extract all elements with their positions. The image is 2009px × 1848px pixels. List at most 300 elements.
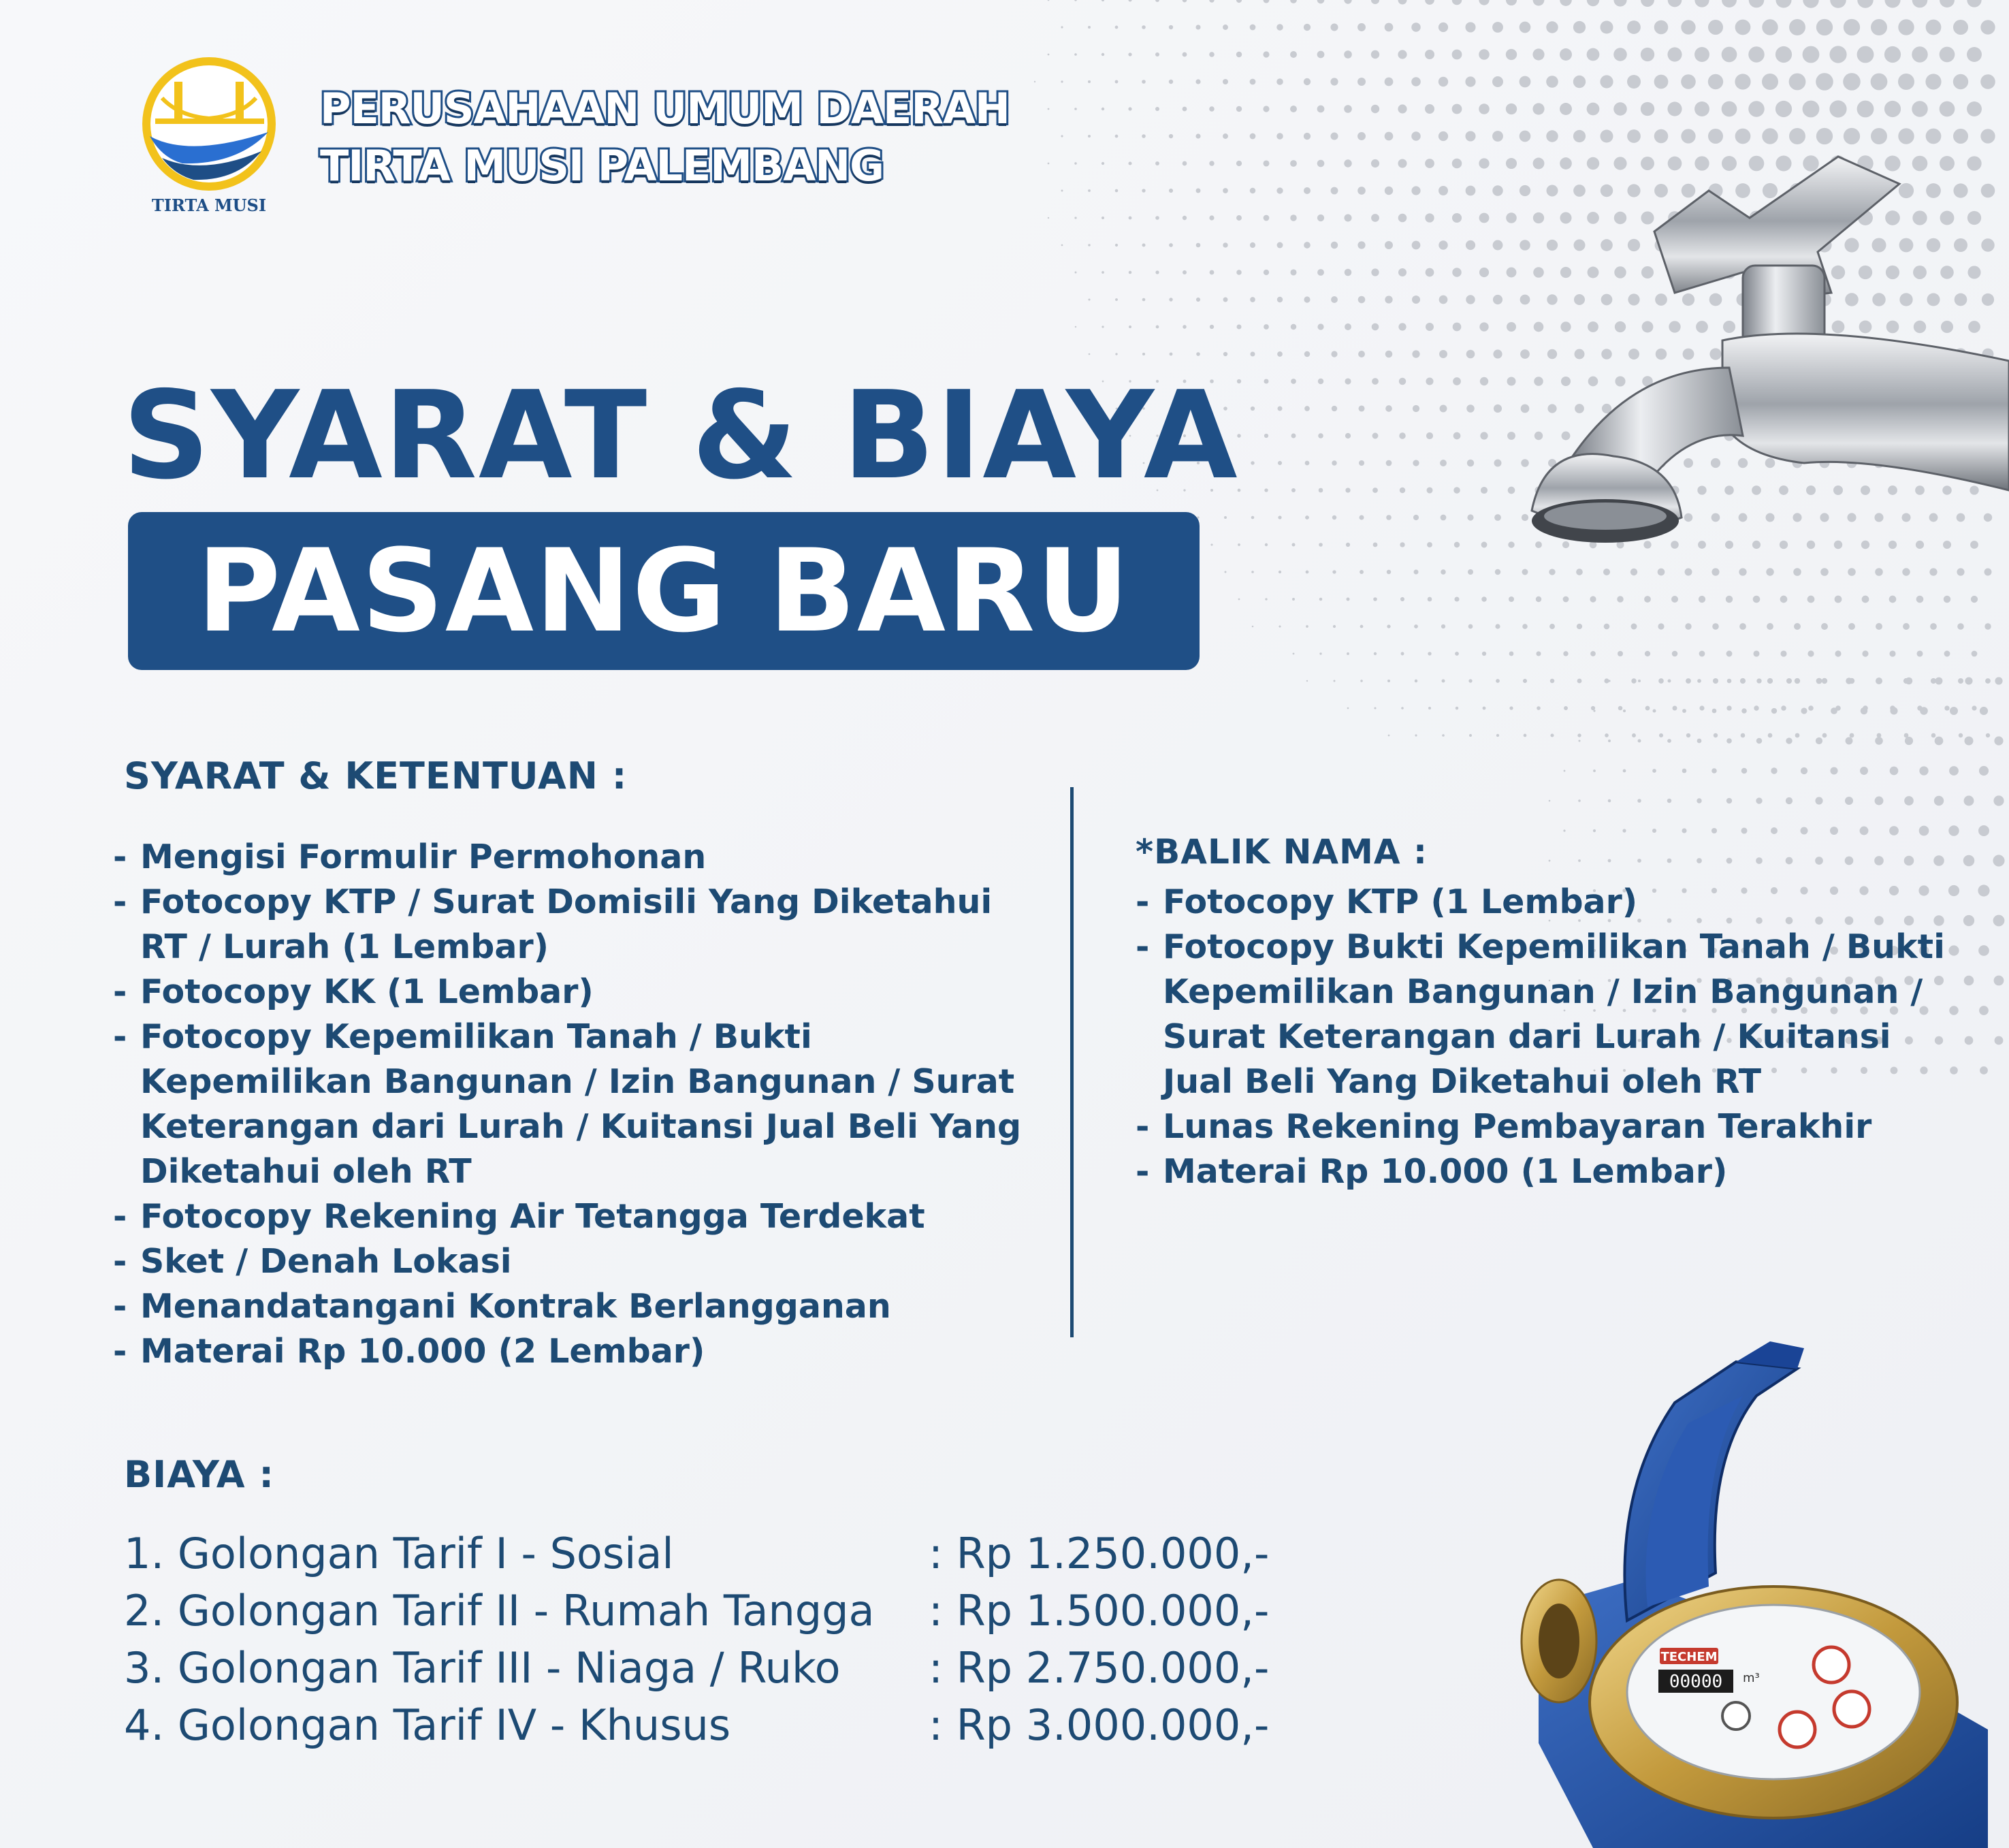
halftone-dot (1358, 351, 1365, 357)
halftone-dot (1822, 733, 1827, 738)
halftone-dot (1344, 214, 1351, 221)
halftone-dot (1978, 885, 1989, 896)
halftone-dot (1399, 432, 1406, 439)
halftone-dot (1088, 189, 1091, 192)
halftone-dot (1426, 432, 1433, 439)
halftone-dot (1481, 596, 1487, 602)
halftone-dot (1277, 297, 1283, 302)
halftone-dot (1980, 20, 1995, 34)
halftone-dot (1427, 542, 1432, 547)
list-item: - Materai Rp 10.000 (2 Lembar) (113, 1332, 705, 1371)
halftone-dot (1358, 405, 1364, 411)
halftone-dot (1480, 377, 1488, 385)
halftone-dot (1741, 768, 1747, 774)
halftone-dot (1479, 213, 1490, 223)
list-item: - Menandatangani Kontrak Berlangganan (113, 1287, 891, 1326)
halftone-dot (1686, 678, 1691, 684)
halftone-dot (1413, 460, 1419, 466)
halftone-dot (1573, 21, 1586, 33)
halftone-dot (1400, 597, 1404, 601)
halftone-dot (1949, 766, 1959, 776)
halftone-dot (1411, 131, 1420, 140)
halftone-dot (1492, 131, 1503, 142)
halftone-dot (1492, 185, 1503, 196)
halftone-dot (1771, 827, 1778, 834)
halftone-dot (1074, 162, 1076, 164)
halftone-dot (1494, 514, 1501, 521)
halftone-dot (1905, 737, 1913, 745)
meter-unit: m³ (1743, 1671, 1760, 1685)
halftone-dot (1631, 678, 1636, 683)
halftone-dot (1953, 20, 1968, 35)
halftone-dot (1359, 515, 1364, 520)
halftone-dot (1803, 101, 1820, 118)
halftone-dot (1964, 976, 1974, 986)
halftone-dot (1622, 829, 1626, 832)
halftone-dot (1637, 799, 1641, 802)
list-item: - Fotocopy KK (1 Lembar) (113, 972, 594, 1011)
halftone-dot (1786, 737, 1792, 744)
halftone-dot (1250, 351, 1255, 356)
halftone-dot (1224, 516, 1227, 519)
halftone-dot (1319, 543, 1323, 547)
halftone-dot (1950, 1066, 1958, 1074)
halftone-dot (1061, 26, 1063, 28)
halftone-dot (1411, 77, 1421, 86)
halftone-dot (1357, 78, 1366, 86)
halftone-dot (1846, 678, 1852, 684)
halftone-dot (1697, 798, 1701, 803)
halftone-dot (1948, 945, 1959, 955)
halftone-dot (1319, 598, 1323, 601)
halftone-dot (1371, 50, 1379, 59)
halftone-dot (1401, 707, 1404, 710)
halftone-dot (1439, 186, 1448, 195)
halftone-dot (1359, 460, 1364, 466)
halftone-dot (1425, 50, 1434, 59)
halftone-dot (1074, 217, 1076, 219)
halftone-dot (1442, 734, 1445, 737)
halftone-dot (1550, 733, 1554, 737)
halftone-dot (1388, 735, 1390, 737)
halftone-dot (1345, 433, 1351, 439)
halftone-dot (1944, 705, 1949, 710)
halftone-dot (1453, 432, 1461, 440)
halftone-dot (1578, 799, 1581, 802)
halftone-dot (1290, 214, 1297, 221)
halftone-dot (1061, 80, 1063, 82)
halftone-dot (1816, 19, 1833, 35)
halftone-dot (1884, 101, 1901, 117)
halftone-dot (1346, 597, 1349, 601)
halftone-dot (1332, 406, 1337, 411)
halftone-dot (1506, 158, 1517, 169)
halftone-dot (1318, 379, 1323, 384)
halftone-dot (1623, 710, 1626, 712)
halftone-dot (1155, 216, 1159, 220)
list-item-text: Fotocopy KTP / Surat Domisili Yang Diketahui RT / Lurah (1 Lembar) (140, 882, 993, 966)
halftone-dot (1304, 187, 1311, 194)
halftone-dot (1829, 100, 1846, 117)
halftone-dot (1613, 102, 1627, 116)
halftone-dot (1385, 187, 1393, 195)
halftone-dot (1726, 798, 1732, 803)
halftone-dot (1279, 571, 1281, 573)
halftone-dot (1667, 47, 1682, 61)
halftone-dot (1995, 1036, 2004, 1045)
halftone-dot (1155, 161, 1159, 165)
halftone-dot (1291, 379, 1296, 384)
halftone-dot (1441, 624, 1445, 628)
halftone-dot (1278, 515, 1281, 519)
halftone-dot (1414, 624, 1418, 628)
halftone-dot (1781, 705, 1786, 711)
halftone-dot (1493, 349, 1502, 358)
fee-amount: : Rp 1.250.000,- (929, 1529, 1270, 1578)
list-item-text: Menandatangani Kontrak Berlangganan (140, 1287, 891, 1326)
halftone-dot (1452, 50, 1462, 60)
halftone-dot (1668, 680, 1671, 683)
halftone-dot (1075, 326, 1076, 328)
halftone-dot (1600, 20, 1613, 33)
halftone-dot (1331, 296, 1338, 303)
halftone-dot (1549, 800, 1551, 802)
halftone-dot (1345, 378, 1351, 384)
halftone-dot (1578, 859, 1581, 862)
halftone-dot (1786, 857, 1793, 865)
fee-label: 1. Golongan Tarif I - Sosial (124, 1529, 674, 1578)
halftone-dot (1156, 325, 1159, 329)
halftone-dot (1357, 23, 1366, 31)
halftone-dot (1493, 295, 1502, 304)
halftone-dot (1993, 795, 2004, 806)
halftone-dot (1306, 625, 1308, 628)
halftone-dot (1304, 296, 1310, 302)
halftone-dot (1697, 679, 1701, 683)
list-item-text: Materai Rp 10.000 (2 Lembar) (140, 1332, 705, 1371)
halftone-dot (1290, 269, 1296, 275)
halftone-dot (1641, 102, 1654, 116)
halftone-dot (1889, 826, 1899, 835)
halftone-dot (1654, 20, 1669, 35)
halftone-dot (1387, 624, 1390, 628)
halftone-dot (1740, 678, 1746, 684)
halftone-dot (1264, 215, 1270, 221)
halftone-dot (1741, 733, 1746, 738)
halftone-dot (1711, 768, 1717, 774)
halftone-dot (1386, 515, 1392, 520)
title-banner (128, 512, 1200, 670)
halftone-dot (1142, 25, 1146, 29)
halftone-dot (1682, 828, 1686, 833)
halftone-dot (1762, 19, 1778, 35)
halftone-dot (1494, 460, 1502, 467)
halftone-dot (1935, 737, 1944, 746)
halftone-dot (1965, 1036, 1974, 1045)
halftone-dot (1600, 75, 1613, 88)
halftone-dot (1332, 460, 1336, 465)
halftone-dot (1263, 51, 1269, 57)
halftone-dot (1468, 679, 1472, 682)
halftone-dot (1089, 353, 1091, 355)
halftone-dot (1564, 770, 1566, 772)
halftone-dot (1209, 215, 1214, 220)
org-line-1: PERUSAHAAN UMUM DAERAH (320, 84, 1010, 133)
halftone-dot (1344, 50, 1352, 59)
halftone-dot (1088, 26, 1091, 29)
halftone-dot (1890, 767, 1899, 776)
halftone-dot (1532, 48, 1544, 60)
halftone-dot (1371, 105, 1379, 113)
halftone-dot (1845, 797, 1853, 805)
halftone-dot (1425, 213, 1434, 222)
halftone-dot (1699, 705, 1704, 710)
halftone-dot (1898, 19, 1914, 35)
halftone-dot (1439, 22, 1448, 32)
halftone-dot (1236, 270, 1242, 275)
halftone-dot (1756, 857, 1763, 864)
halftone-dot (1641, 48, 1654, 61)
halftone-dot (1142, 353, 1145, 355)
halftone-dot (1412, 350, 1419, 357)
halftone-dot (1371, 268, 1379, 276)
halftone-dot (1277, 242, 1283, 249)
halftone-dot (1401, 652, 1404, 656)
halftone-dot (1413, 405, 1419, 412)
halftone-dot (1250, 188, 1256, 194)
list-item: - Fotocopy KTP / Surat Domisili Yang Diketahui RT / Lurah (1 Lembar) (113, 882, 993, 966)
halftone-dot (1830, 827, 1838, 835)
halftone-dot (1169, 25, 1173, 29)
halftone-dot (1591, 706, 1595, 710)
halftone-dot (1697, 858, 1702, 863)
halftone-dot (1276, 24, 1283, 31)
halftone-dot (1904, 796, 1914, 806)
halftone-dot (1506, 212, 1517, 223)
halftone-dot (1129, 325, 1131, 328)
halftone-dot (1155, 52, 1159, 57)
halftone-dot (1714, 733, 1718, 737)
halftone-dot (1265, 598, 1267, 600)
halftone-dot (1290, 160, 1297, 167)
halftone-dot (1169, 134, 1173, 138)
fee-amount: : Rp 3.000.000,- (929, 1700, 1270, 1750)
halftone-dot (1290, 51, 1297, 58)
halftone-dot (1196, 189, 1201, 193)
halftone-dot (1304, 242, 1311, 249)
halftone-dot (1441, 515, 1447, 521)
halftone-dot (1546, 76, 1558, 88)
halftone-dot (1304, 406, 1310, 411)
halftone-dot (1142, 134, 1146, 138)
halftone-dot (1713, 678, 1718, 684)
halftone-dot (1048, 217, 1049, 219)
halftone-dot (1483, 707, 1486, 710)
list-item-text: Fotocopy Bukti Kepemilikan Tanah / Bukti Kepemilikan Bangunan / Izin Bangunan / Surat Keterangan dari Lurah / Kuitansi Jual Beli Yang Diketahui oleh RT (1163, 927, 1945, 1101)
halftone-dot (1277, 351, 1283, 357)
halftone-dot (1795, 678, 1800, 684)
halftone-dot (1964, 736, 1973, 745)
halftone-dot (1195, 79, 1200, 84)
halftone-dot (1949, 1006, 1958, 1015)
balik-nama-heading: *BALIK NAMA : (1136, 832, 1428, 872)
halftone-dot (1593, 710, 1595, 712)
halftone-dot (1494, 404, 1502, 413)
halftone-dot (1638, 680, 1641, 682)
halftone-dot (1726, 858, 1733, 864)
halftone-dot (1468, 569, 1473, 575)
halftone-dot (1236, 106, 1242, 112)
halftone-dot (1360, 625, 1364, 628)
halftone-dot (1652, 829, 1656, 833)
halftone-dot (1468, 624, 1473, 629)
halftone-dot (1795, 733, 1800, 738)
halftone-dot (1871, 74, 1888, 91)
halftone-dot (1940, 101, 1955, 117)
halftone-dot (1061, 190, 1063, 192)
halftone-dot (1155, 270, 1159, 274)
list-item: - Materai Rp 10.000 (1 Lembar) (1136, 1152, 1728, 1191)
halftone-dot (1330, 23, 1338, 31)
halftone-dot (1250, 133, 1256, 140)
halftone-dot (1523, 679, 1527, 683)
halftone-dot (1357, 187, 1366, 195)
halftone-dot (1412, 241, 1421, 250)
halftone-dot (1291, 324, 1296, 330)
halftone-dot (1371, 214, 1379, 222)
halftone-dot (1762, 74, 1778, 90)
halftone-dot (1115, 298, 1118, 301)
halftone-dot (1263, 106, 1269, 112)
halftone-dot (1979, 1006, 1989, 1015)
halftone-dot (1317, 269, 1324, 276)
halftone-dot (1578, 739, 1580, 742)
halftone-dot (1919, 826, 1929, 836)
halftone-dot (1844, 19, 1860, 35)
halftone-dot (1830, 767, 1837, 774)
halftone-dot (1333, 680, 1335, 682)
halftone-dot (1306, 571, 1309, 574)
halftone-dot (1398, 50, 1407, 59)
halftone-dot (1520, 76, 1531, 88)
halftone-dot (1768, 733, 1773, 738)
halftone-dot (1439, 240, 1447, 249)
halftone-dot (1467, 460, 1474, 466)
halftone-dot (1993, 915, 2005, 927)
halftone-dot (1469, 734, 1472, 737)
halftone-dot (1264, 324, 1269, 330)
halftone-dot (1874, 856, 1884, 865)
halftone-dot (1963, 915, 1974, 926)
halftone-dot (1708, 20, 1723, 35)
halftone-dot (1632, 733, 1636, 737)
halftone-dot (1183, 107, 1187, 112)
halftone-dot (1372, 378, 1379, 385)
halftone-dot (1637, 859, 1641, 863)
halftone-dot (1236, 161, 1242, 166)
list-item-text: Mengisi Formulir Permohonan (140, 838, 707, 876)
halftone-dot (1986, 733, 1990, 737)
halftone-dot (1697, 739, 1702, 744)
list-item-text: Fotocopy Kepemilikan Tanah / Bukti Kepemilikan Bangunan / Izin Bangunan / Surat Keterangan dari Lurah / Kuitansi Jual Beli Yang Diketahui oleh RT (140, 1017, 1022, 1191)
halftone-dot (1428, 652, 1431, 655)
halftone-dot (1411, 22, 1420, 31)
halftone-dot (1344, 105, 1352, 113)
halftone-dot (1980, 707, 1988, 715)
halftone-dot (1344, 159, 1351, 167)
halftone-dot (1223, 133, 1228, 139)
halftone-dot (1466, 404, 1475, 413)
halftone-dot (1264, 488, 1268, 492)
halftone-dot (1452, 268, 1461, 276)
halftone-dot (1115, 244, 1118, 246)
halftone-dot (1304, 78, 1311, 85)
halftone-dot (1815, 797, 1822, 804)
halftone-dot (1075, 272, 1077, 274)
halftone-dot (1726, 705, 1731, 710)
halftone-dot (1658, 678, 1664, 684)
halftone-dot (1251, 461, 1254, 464)
halftone-dot (1935, 678, 1943, 685)
halftone-dot (1251, 516, 1255, 520)
halftone-dot (1711, 828, 1717, 833)
halftone-dot (1481, 542, 1488, 548)
halftone-dot (1210, 325, 1214, 329)
tirta-musi-logo (135, 56, 283, 219)
halftone-dot (1919, 766, 1928, 775)
halftone-dot (1317, 323, 1323, 330)
halftone-dot (1726, 738, 1732, 744)
halftone-dot (1426, 377, 1433, 385)
halftone-dot (1412, 296, 1420, 304)
halftone-dot (1102, 271, 1104, 274)
halftone-dot (1330, 78, 1338, 85)
halftone-dot (1898, 74, 1914, 90)
title-line-1: SYARAT & BIAYA (123, 365, 1239, 506)
halftone-dot (1496, 734, 1499, 737)
list-item: - Mengisi Formulir Permohonan (113, 838, 707, 876)
list-item-text: Lunas Rekening Pembayaran Terakhir (1163, 1107, 1872, 1146)
halftone-dot (1831, 707, 1837, 714)
list-item-text: Materai Rp 10.000 (1 Lembar) (1163, 1152, 1728, 1191)
halftone-dot (1756, 738, 1762, 744)
halftone-dot (1142, 243, 1145, 246)
halftone-dot (1074, 108, 1077, 110)
halftone-dot (1345, 323, 1351, 330)
halftone-dot (1102, 325, 1104, 328)
halftone-dot (1682, 709, 1686, 713)
halftone-dot (1264, 270, 1269, 275)
halftone-dot (1385, 132, 1394, 141)
halftone-dot (1387, 570, 1391, 574)
halftone-dot (1587, 103, 1600, 116)
halftone-dot (1413, 515, 1419, 520)
halftone-dot (1978, 945, 1989, 956)
halftone-dot (1786, 797, 1793, 804)
halftone-dot (1088, 244, 1090, 246)
halftone-dot (1509, 652, 1514, 656)
halftone-dot (1495, 569, 1500, 575)
halftone-dot (1861, 707, 1868, 715)
halftone-dot (1411, 186, 1420, 195)
halftone-dot (1332, 570, 1336, 573)
halftone-dot (1440, 405, 1447, 413)
halftone-dot (1875, 737, 1883, 745)
halftone-dot (1225, 571, 1227, 573)
halftone-dot (1479, 103, 1490, 114)
halftone-dot (1481, 487, 1488, 494)
fee-label: 4. Golongan Tarif IV - Khusus (124, 1700, 731, 1750)
